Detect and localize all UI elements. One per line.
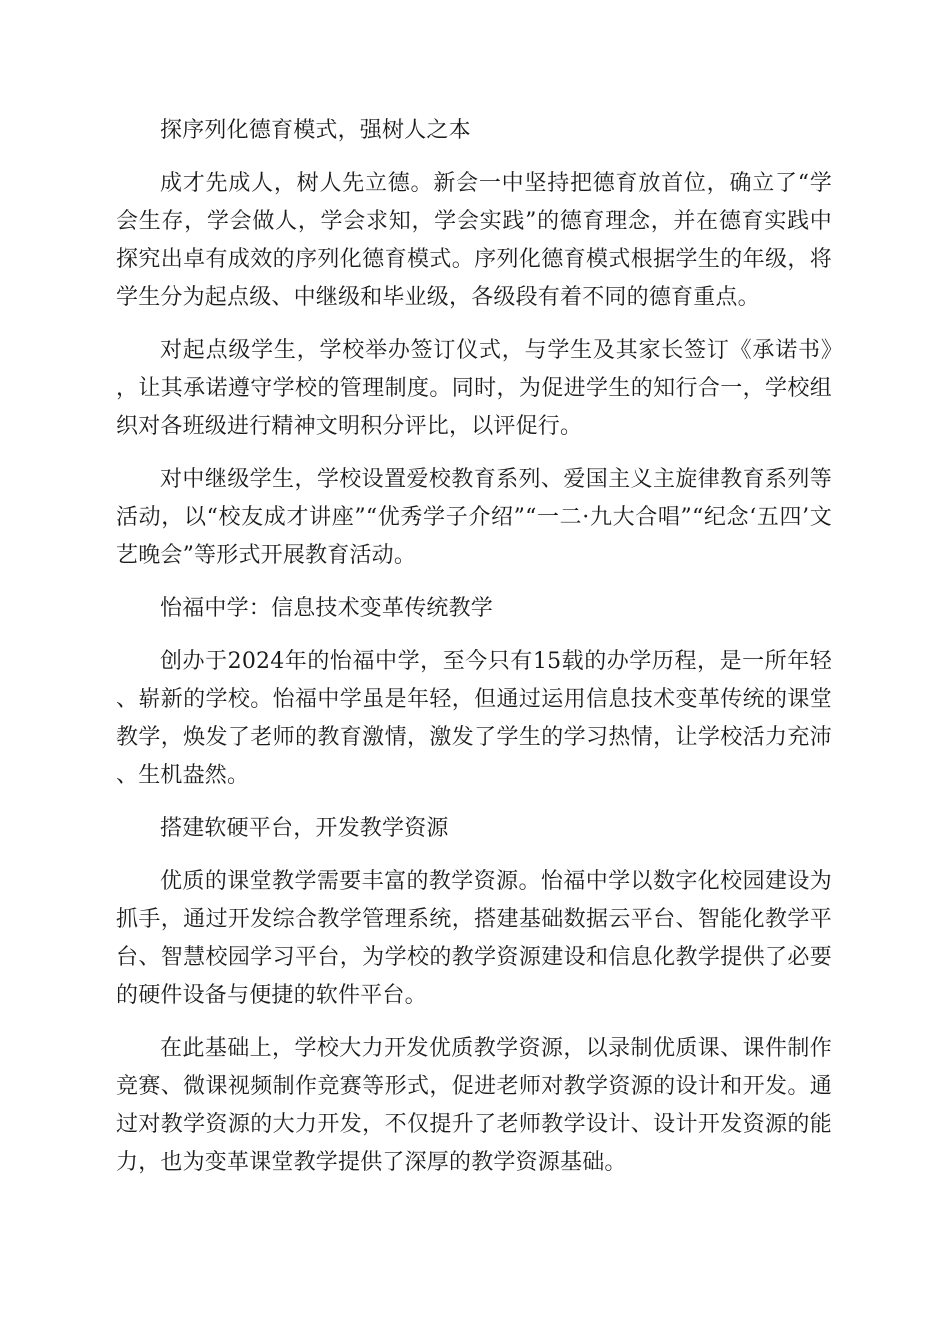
paragraph-resources: 在此基础上，学校大力开发优质教学资源，以录制优质课、课件制作竞赛、微课视频制作竞赛等形式，促进老师对教学资源的设计和开发。通过对教学资源的大力开发，不仅提升了老师教学设计、设计开发资源的能力，也为变革课堂教学提供了深厚的教学资源基础。 xyxy=(116,1036,832,1175)
paragraph-middle-level: 对中继级学生，学校设置爱校教育系列、爱国主义主旋律教育系列等活动，以“校友成才讲座”“优秀学子介绍”“一二·九大合唱”“纪念‘五四’文艺晚会”等形式开展教育活动。 xyxy=(116,467,832,568)
section-heading-platform: 搭建软硬平台，开发教学资源 xyxy=(160,816,449,841)
paragraph-platform: 优质的课堂教学需要丰富的教学资源。怡福中学以数字化校园建设为抓手，通过开发综合教学管理系统，搭建基础数据云平台、智能化教学平台、智慧校园学习平台，为学校的教学资源建设和信息化教学提供了必要的硬件设备与便捷的软件平台。 xyxy=(116,869,832,1008)
paragraph-starting-level: 对起点级学生，学校举办签订仪式，与学生及其家长签订《承诺书》，让其承诺遵守学校的管理制度。同时，为促进学生的知行合一，学校组织对各班级进行精神文明积分评比，以评促行。 xyxy=(116,338,832,439)
paragraph-moral-education-intro: 成才先成人，树人先立德。新会一中坚持把德育放首位，确立了“学会生存，学会做人，学会求知，学会实践”的德育理念，并在德育实践中探究出卓有成效的序列化德育模式。序列化德育模式根据学生的年级，将学生分为起点级、中继级和毕业级，各级段有着不同的德育重点。 xyxy=(116,171,832,310)
section-heading-moral-education: 探序列化德育模式，强树人之本 xyxy=(160,118,471,143)
paragraph-yifu-intro: 创办于2024年的怡福中学，至今只有15载的办学历程，是一所年轻、崭新的学校。怡福中学虽是年轻，但通过运用信息技术变革传统的课堂教学，焕发了老师的教育激情，激发了学生的学习热情，让学校活力充沛、生机盎然。 xyxy=(116,649,832,788)
section-heading-yifu-school: 怡福中学：信息技术变革传统教学 xyxy=(160,596,494,621)
